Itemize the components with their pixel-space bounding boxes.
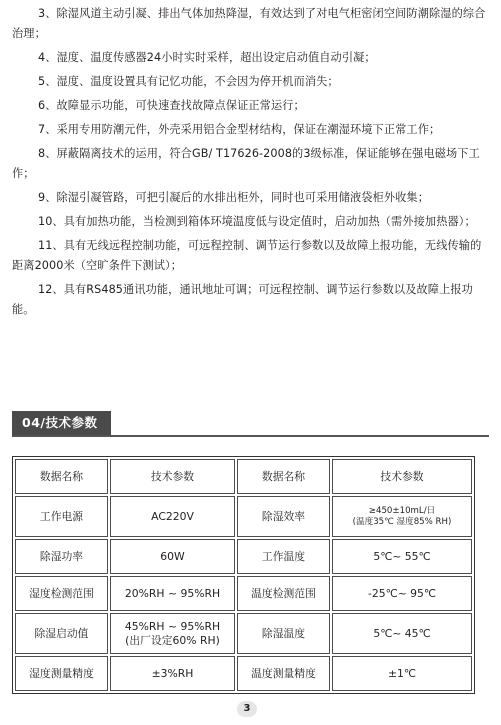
param-name: 湿度检测范围 <box>15 576 108 611</box>
feature-item: 5、湿度、温度设置具有记忆功能，不会因为停开机而消失； <box>38 75 339 88</box>
param-name: 除湿温度 <box>237 613 330 654</box>
param-value: AC220V <box>110 496 235 537</box>
feature-list <box>12 4 489 324</box>
param-value: -25℃~ 95℃ <box>332 576 472 611</box>
param-value: ±1℃ <box>332 656 472 691</box>
feature-item: 11、具有无线远程控制功能，可远程控制、调节运行参数以及故障上报功能，无线传输的距离2000米（空旷条件下测试）； <box>12 239 482 272</box>
table-row <box>15 576 472 611</box>
column-header: 数据名称 <box>237 459 330 494</box>
section-title: 04/技术参数 <box>12 411 111 435</box>
param-value: ±3%RH <box>110 656 235 691</box>
param-value: 5℃~ 45℃ <box>332 613 472 654</box>
table-row <box>15 496 472 537</box>
param-name: 湿度测量精度 <box>15 656 108 691</box>
param-name: 工作电源 <box>15 496 108 537</box>
param-name: 除湿效率 <box>237 496 330 537</box>
param-value: 5℃~ 55℃ <box>332 539 472 574</box>
table-row <box>15 613 472 654</box>
column-header: 技术参数 <box>332 459 472 494</box>
feature-item: 6、故障显示功能，可快速查找故障点保证正常运行； <box>38 99 305 112</box>
param-value: 20%RH ~ 95%RH <box>110 576 235 611</box>
column-header: 数据名称 <box>15 459 108 494</box>
column-header: 技术参数 <box>110 459 235 494</box>
param-value: ≥450±10mL/日 <box>368 505 436 516</box>
param-value: 60W <box>110 539 235 574</box>
param-name: 工作温度 <box>237 539 330 574</box>
param-note: (出厂设定60% RH) <box>125 633 220 647</box>
param-name: 除湿功率 <box>15 539 108 574</box>
param-value-cell <box>332 496 472 537</box>
table-row <box>15 539 472 574</box>
feature-item: 10、具有加热功能，当检测到箱体环境温度低与设定值时，启动加热（需外接加热器）； <box>38 215 476 228</box>
param-value-cell <box>110 613 235 654</box>
table-header-row <box>15 459 472 494</box>
spec-table <box>12 456 475 694</box>
param-name: 除湿启动值 <box>15 613 108 654</box>
feature-item: 7、采用专用防潮元件，外壳采用铝合金型材结构，保证在潮湿环境下正常工作； <box>38 123 441 136</box>
feature-item: 9、除湿引凝管路，可把引凝后的水排出柜外，同时也可采用储液袋柜外收集； <box>38 191 429 204</box>
feature-item: 4、湿度、温度传感器24小时实时采样，超出设定启动值自动引凝； <box>38 51 376 64</box>
param-name: 温度检测范围 <box>237 576 330 611</box>
feature-item: 8、屏蔽隔离技术的运用，符合GB/ T17626-2008的3级标准，保证能够在强电磁场下工作； <box>12 147 480 180</box>
param-value: 45%RH ~ 95%RH <box>124 619 221 633</box>
table-row <box>15 656 472 691</box>
feature-item: 3、除湿风道主动引凝、排出气体加热降湿，有效达到了对电气柜密闭空间防潮除湿的综合治理； <box>12 7 486 40</box>
param-note: (温度35℃ 湿度85% RH) <box>352 516 452 527</box>
param-name: 温度测量精度 <box>237 656 330 691</box>
page-number: 3 <box>237 701 257 717</box>
section-header <box>12 411 489 437</box>
feature-item: 12、具有RS485通讯功能，通讯地址可调；可远程控制、调节运行参数以及故障上报功能。 <box>12 283 473 316</box>
